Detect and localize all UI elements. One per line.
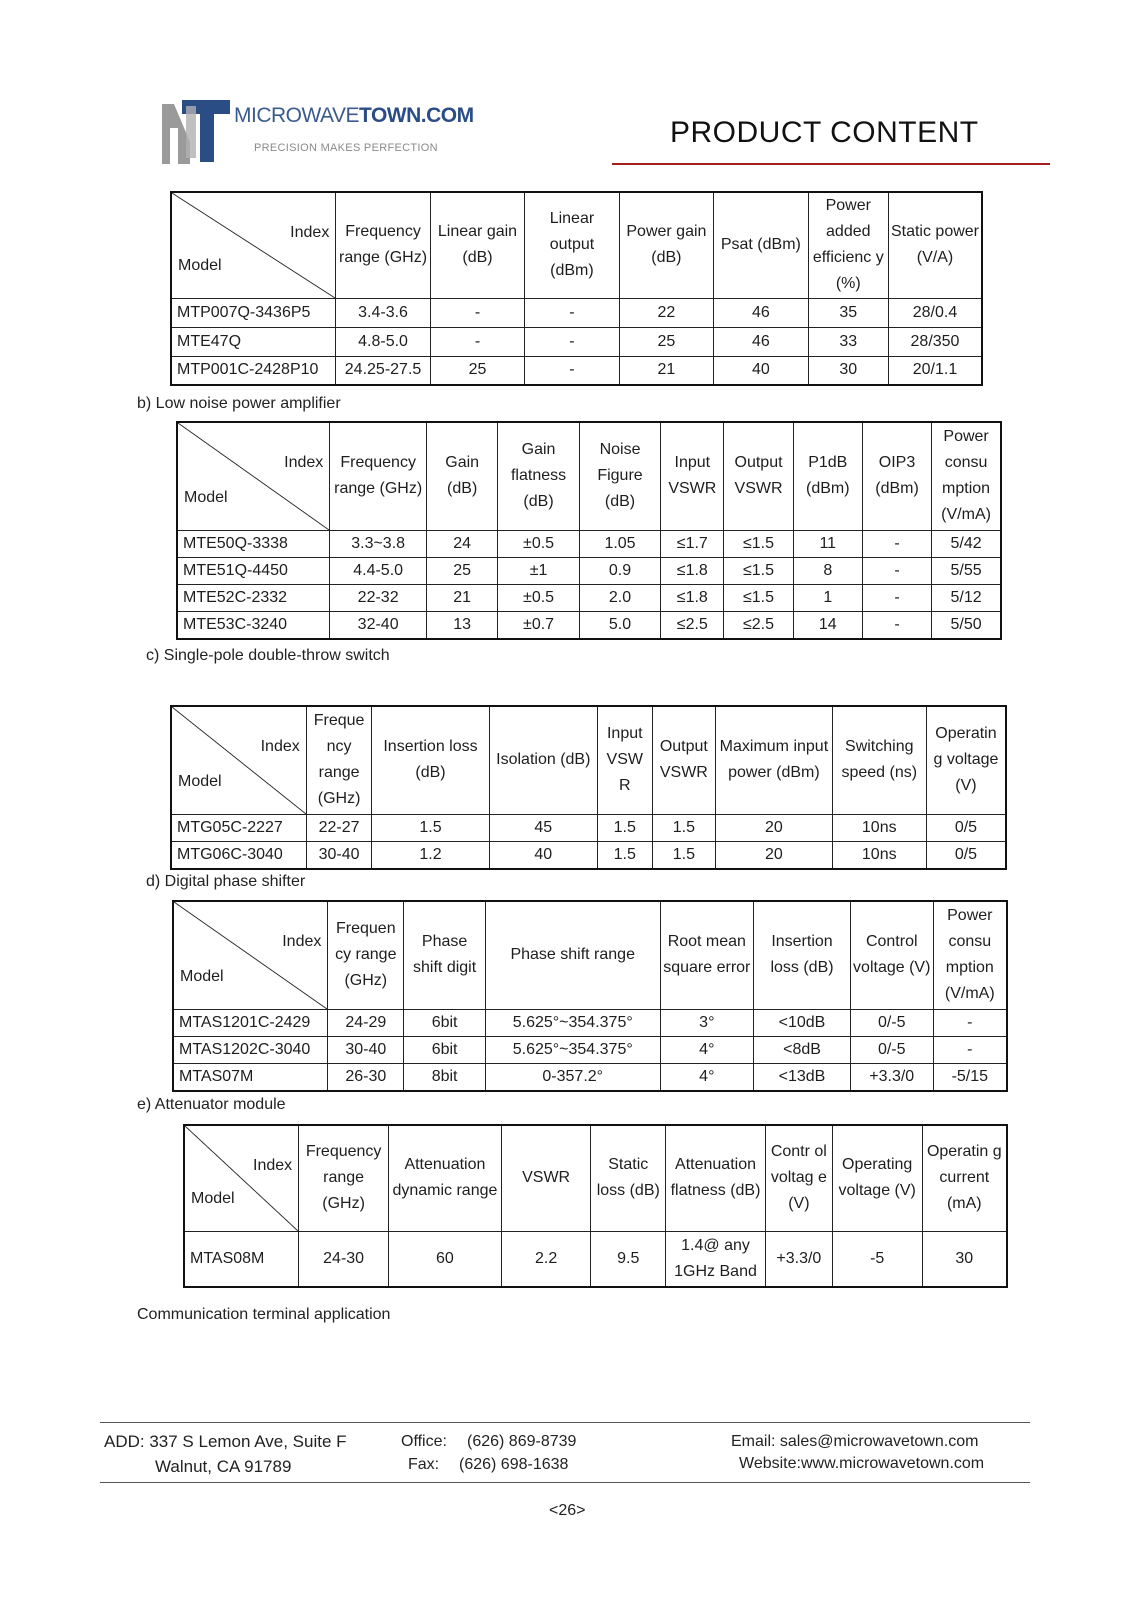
- footer-fax-phone: (626) 698-1638: [459, 1456, 569, 1473]
- table-cell: 3°: [660, 1009, 754, 1036]
- footer-fax-label: Fax:: [408, 1456, 440, 1473]
- table-cell: ≤1.7: [661, 530, 724, 557]
- footer-email[interactable]: Email: sales@microwavetown.com: [731, 1433, 979, 1450]
- table-row: [171, 298, 982, 327]
- table-cell: -5: [832, 1231, 922, 1287]
- table-cell: -: [525, 298, 619, 327]
- table-cell: 2.2: [501, 1231, 591, 1287]
- column-header: Frequency range (GHz): [299, 1125, 389, 1231]
- logo-mark-icon: [160, 98, 232, 164]
- model-cell: MTE50Q-3338: [177, 530, 330, 557]
- table-row: [171, 841, 1006, 869]
- table-cell: 5.625°~354.375°: [485, 1009, 660, 1036]
- table-cell: 8bit: [404, 1063, 486, 1091]
- table-cell: -: [525, 356, 619, 385]
- table-cell: 5.0: [579, 611, 660, 639]
- table-header-row: [177, 422, 1001, 530]
- model-label: Model: [178, 257, 222, 275]
- column-header: Attenuation flatness (dB): [666, 1125, 766, 1231]
- table-cell: 21: [619, 356, 713, 385]
- table-cell: ≤2.5: [661, 611, 724, 639]
- table-cell: 1.05: [579, 530, 660, 557]
- table-cell: 1.5: [598, 814, 653, 841]
- table-cell: ±0.5: [498, 584, 579, 611]
- table-row: [171, 814, 1006, 841]
- table-cell: +3.3/0: [850, 1063, 933, 1091]
- column-header: Operatin g current (mA): [922, 1125, 1007, 1231]
- table-row: [177, 584, 1001, 611]
- table-cell: -: [933, 1036, 1007, 1063]
- table-header-row: [171, 192, 982, 298]
- column-header: Switching speed (ns): [832, 706, 926, 814]
- table-row: [173, 1009, 1007, 1036]
- table-cell: ≤1.8: [661, 584, 724, 611]
- column-header: Noise Figure (dB): [579, 422, 660, 530]
- footer-address-line1: ADD: 337 S Lemon Ave, Suite F: [104, 1432, 347, 1451]
- table-cell: 4°: [660, 1036, 754, 1063]
- table-cell: 30-40: [328, 1036, 404, 1063]
- section-heading-lna: b) Low noise power amplifier: [137, 395, 341, 412]
- index-model-corner-cell: [177, 422, 330, 530]
- column-header: Gain (dB): [427, 422, 498, 530]
- low-noise-amplifier-table: [176, 421, 1002, 640]
- table-cell: 5.625°~354.375°: [485, 1036, 660, 1063]
- table-cell: 8: [793, 557, 862, 584]
- section-heading-terminal: Communication terminal application: [137, 1306, 391, 1323]
- table-cell: 0.9: [579, 557, 660, 584]
- table-cell: 1.5: [598, 841, 653, 869]
- table-cell: 10ns: [832, 814, 926, 841]
- model-label: Model: [191, 1190, 235, 1208]
- column-header: Static loss (dB): [591, 1125, 666, 1231]
- table-cell: -: [862, 530, 931, 557]
- index-model-corner-cell: [171, 706, 306, 814]
- table-cell: 30: [922, 1231, 1007, 1287]
- table-cell: 0/5: [926, 814, 1006, 841]
- index-label: Index: [282, 933, 322, 951]
- column-header: Attenuation dynamic range: [389, 1125, 502, 1231]
- table-cell: 33: [808, 327, 888, 356]
- company-logo: [160, 98, 474, 164]
- table-cell: 24: [427, 530, 498, 557]
- table-cell: -: [430, 327, 524, 356]
- index-label: Index: [253, 1156, 293, 1174]
- model-cell: MTP007Q-3436P5: [171, 298, 336, 327]
- table-cell: ±0.5: [498, 530, 579, 557]
- footer-office-phone: (626) 869-8739: [467, 1433, 577, 1450]
- table-cell: 25: [430, 356, 524, 385]
- table-cell: 46: [714, 327, 808, 356]
- column-header: Isolation (dB): [489, 706, 597, 814]
- logo-wordmark: MICROWAVETOWN.COM: [234, 104, 474, 127]
- table-cell: 26-30: [328, 1063, 404, 1091]
- model-cell: MTE53C-3240: [177, 611, 330, 639]
- table-cell: 46: [714, 298, 808, 327]
- index-model-corner-cell: [184, 1125, 299, 1231]
- table-cell: 9.5: [591, 1231, 666, 1287]
- table-cell: 0/-5: [850, 1009, 933, 1036]
- column-header: Power added efficienc y (%): [808, 192, 888, 298]
- column-header: Maximum input power (dBm): [716, 706, 832, 814]
- attenuator-table: [183, 1124, 1008, 1288]
- table-cell: 40: [489, 841, 597, 869]
- model-label: Model: [178, 772, 222, 790]
- column-header: Psat (dBm): [714, 192, 808, 298]
- table-cell: 24.25-27.5: [336, 356, 430, 385]
- table-cell: ±0.7: [498, 611, 579, 639]
- table-row: [171, 327, 982, 356]
- table-cell: 45: [489, 814, 597, 841]
- column-header: Contr ol voltag e (V): [765, 1125, 832, 1231]
- column-header: Phase shift digit: [404, 901, 486, 1009]
- table-cell: 5/42: [932, 530, 1001, 557]
- table-cell: 20: [716, 841, 832, 869]
- table-cell: 30-40: [306, 841, 372, 869]
- table-cell: 6bit: [404, 1036, 486, 1063]
- model-cell: MTE47Q: [171, 327, 336, 356]
- column-header: Operating voltage (V): [832, 1125, 922, 1231]
- table-cell: 1.5: [652, 841, 716, 869]
- column-header: OIP3 (dBm): [862, 422, 931, 530]
- table-cell: 30: [808, 356, 888, 385]
- column-header: Output VSWR: [724, 422, 793, 530]
- table-row: [173, 1036, 1007, 1063]
- table-cell: 20: [716, 814, 832, 841]
- column-header: Frequency range (GHz): [336, 192, 430, 298]
- spdt-switch-table: [170, 705, 1007, 870]
- model-label: Model: [180, 967, 224, 985]
- table-header-row: [184, 1125, 1007, 1231]
- table-cell: 0/-5: [850, 1036, 933, 1063]
- table-header-row: [173, 901, 1007, 1009]
- table-cell: 22-27: [306, 814, 372, 841]
- column-header: Power consu mption (V/mA): [932, 422, 1001, 530]
- table-cell: 4.8-5.0: [336, 327, 430, 356]
- model-cell: MTAS07M: [173, 1063, 328, 1091]
- section-heading-phase-shifter: d) Digital phase shifter: [146, 873, 306, 890]
- table-cell: ≤1.8: [661, 557, 724, 584]
- column-header: Static power (V/A): [888, 192, 982, 298]
- index-model-corner-cell: [173, 901, 328, 1009]
- table-cell: 1: [793, 584, 862, 611]
- phase-shifter-table: [172, 900, 1008, 1092]
- column-header: P1dB (dBm): [793, 422, 862, 530]
- index-label: Index: [284, 454, 324, 472]
- table-cell: 0/5: [926, 841, 1006, 869]
- table-cell: 40: [714, 356, 808, 385]
- column-header: Root mean square error: [660, 901, 754, 1009]
- table-cell: ≤1.5: [724, 557, 793, 584]
- model-cell: MTG05C-2227: [171, 814, 306, 841]
- table-cell: 1.2: [372, 841, 489, 869]
- section-heading-attenuator: e) Attenuator module: [137, 1096, 286, 1113]
- table-cell: 1.4@ any 1GHz Band: [666, 1231, 766, 1287]
- table-cell: 1.5: [372, 814, 489, 841]
- page-title: PRODUCT CONTENT: [670, 116, 979, 149]
- table-cell: <13dB: [754, 1063, 851, 1091]
- column-header: Input VSWR: [661, 422, 724, 530]
- table-row: [173, 1063, 1007, 1091]
- footer-address-line2: Walnut, CA 91789: [155, 1457, 292, 1476]
- table-cell: 60: [389, 1231, 502, 1287]
- table-cell: 28/0.4: [888, 298, 982, 327]
- table-cell: 2.0: [579, 584, 660, 611]
- footer-office-label: Office:: [401, 1433, 447, 1450]
- column-header: Control voltage (V): [850, 901, 933, 1009]
- table-cell: <8dB: [754, 1036, 851, 1063]
- table-cell: 21: [427, 584, 498, 611]
- table-row: [177, 611, 1001, 639]
- column-header: Input VSW R: [598, 706, 653, 814]
- table-cell: 25: [427, 557, 498, 584]
- table-cell: -: [862, 557, 931, 584]
- table-cell: 28/350: [888, 327, 982, 356]
- column-header: Freque ncy range (GHz): [306, 706, 372, 814]
- table-row: [177, 557, 1001, 584]
- column-header: Output VSWR: [652, 706, 716, 814]
- page-number: <26>: [549, 1502, 586, 1519]
- table-cell: 35: [808, 298, 888, 327]
- column-header: Power consu mption (V/mA): [933, 901, 1007, 1009]
- table-cell: 14: [793, 611, 862, 639]
- footer-website[interactable]: Website:www.microwavetown.com: [739, 1455, 985, 1472]
- logo-tagline: PRECISION MAKES PERFECTION: [254, 142, 438, 154]
- model-cell: MTAS08M: [184, 1231, 299, 1287]
- model-cell: MTAS1202C-3040: [173, 1036, 328, 1063]
- table-cell: 10ns: [832, 841, 926, 869]
- power-amplifier-table: [170, 191, 983, 386]
- table-cell: 0-357.2°: [485, 1063, 660, 1091]
- table-row: [171, 356, 982, 385]
- table-header-row: [171, 706, 1006, 814]
- table-cell: <10dB: [754, 1009, 851, 1036]
- column-header: Frequen cy range (GHz): [328, 901, 404, 1009]
- title-divider: [612, 163, 1050, 165]
- index-label: Index: [260, 738, 300, 756]
- table-cell: 11: [793, 530, 862, 557]
- table-cell: -5/15: [933, 1063, 1007, 1091]
- model-cell: MTG06C-3040: [171, 841, 306, 869]
- model-cell: MTAS1201C-2429: [173, 1009, 328, 1036]
- table-cell: -: [933, 1009, 1007, 1036]
- table-cell: 24-29: [328, 1009, 404, 1036]
- column-header: Linear gain (dB): [430, 192, 524, 298]
- table-cell: 4.4-5.0: [330, 557, 427, 584]
- table-cell: -: [525, 327, 619, 356]
- table-cell: ≤1.5: [724, 584, 793, 611]
- table-cell: ±1: [498, 557, 579, 584]
- table-cell: -: [862, 611, 931, 639]
- column-header: Power gain (dB): [619, 192, 713, 298]
- table-row: [177, 530, 1001, 557]
- table-cell: 24-30: [299, 1231, 389, 1287]
- table-cell: -: [430, 298, 524, 327]
- table-cell: 32-40: [330, 611, 427, 639]
- index-label: Index: [290, 223, 330, 241]
- table-cell: ≤1.5: [724, 530, 793, 557]
- column-header: Frequency range (GHz): [330, 422, 427, 530]
- table-row: [184, 1231, 1007, 1287]
- footer-top-divider: [100, 1422, 1030, 1423]
- column-header: VSWR: [501, 1125, 591, 1231]
- model-cell: MTP001C-2428P10: [171, 356, 336, 385]
- column-header: Gain flatness (dB): [498, 422, 579, 530]
- table-cell: 5/12: [932, 584, 1001, 611]
- table-cell: 3.4-3.6: [336, 298, 430, 327]
- model-label: Model: [184, 488, 228, 506]
- index-model-corner-cell: [171, 192, 336, 298]
- table-cell: 1.5: [652, 814, 716, 841]
- table-cell: 22-32: [330, 584, 427, 611]
- table-cell: 20/1.1: [888, 356, 982, 385]
- column-header: Insertion loss (dB): [372, 706, 489, 814]
- section-heading-spdt: c) Single-pole double-throw switch: [146, 647, 390, 664]
- footer-bottom-divider: [100, 1482, 1030, 1483]
- model-cell: MTE51Q-4450: [177, 557, 330, 584]
- model-cell: MTE52C-2332: [177, 584, 330, 611]
- table-cell: 13: [427, 611, 498, 639]
- table-cell: 3.3~3.8: [330, 530, 427, 557]
- table-cell: 5/50: [932, 611, 1001, 639]
- column-header: Operatin g voltage (V): [926, 706, 1006, 814]
- column-header: Linear output (dBm): [525, 192, 619, 298]
- table-cell: 6bit: [404, 1009, 486, 1036]
- column-header: Insertion loss (dB): [754, 901, 851, 1009]
- table-cell: 22: [619, 298, 713, 327]
- table-cell: -: [862, 584, 931, 611]
- column-header: Phase shift range: [485, 901, 660, 1009]
- table-cell: +3.3/0: [765, 1231, 832, 1287]
- table-cell: ≤2.5: [724, 611, 793, 639]
- table-cell: 4°: [660, 1063, 754, 1091]
- table-cell: 5/55: [932, 557, 1001, 584]
- table-cell: 25: [619, 327, 713, 356]
